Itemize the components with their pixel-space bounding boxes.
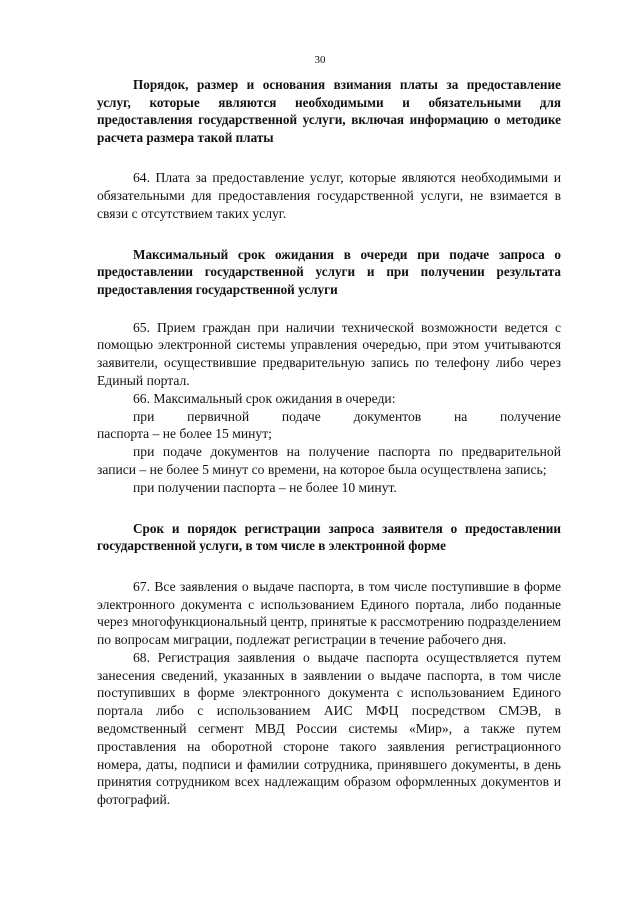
heading-fee: Порядок, размер и основания взимания платы за предоставление услуг, которые являются необходимыми и обязательными для предоставления государственной услуги, включая информацию о методике расчета размера такой платы [97,77,561,145]
item1-word: подаче [281,408,321,424]
heading-registration: Срок и порядок регистрации запроса заявителя о предоставлении государственной услуги, в том числе в электронной форме [97,520,561,554]
paragraph-66-item3: при получении паспорта – не более 10 минут. [133,479,397,495]
heading-queue: Максимальный срок ожидания в очереди при подаче запроса о предоставлении государственной услуги и при получении результата предоставления государственной услуги [97,246,561,297]
paragraph-66-item1-line [97,408,561,426]
paragraph-66-intro: 66. Максимальный срок ожидания в очереди: [133,390,396,406]
page-number: 30 [314,54,326,66]
item1-word: первичной [187,408,250,424]
paragraph-66-item2: при подаче документов на получение паспорта по предварительной записи – не более 5 минут со времени, на которое была осуществлена запись; [97,444,561,477]
page-content [97,76,561,809]
paragraph-66-item1-cont: паспорта – не более 15 минут; [97,426,272,442]
paragraph-67: 67. Все заявления о выдаче паспорта, в том числе поступившие в форме электронного документа с использованием Единого портала, либо поданные через многофункциональный центр, принятые к рассмотрению подразделением по вопросам миграции, подлежат регистрации в течение рабочего дня. [97,578,561,648]
item1-word: документов [353,408,422,424]
paragraph-65: 65. Прием граждан при наличии технической возможности ведется с помощью электронной системы управления очередью, при этом учитываются заявители, осуществившие предварительную запись по телефону либо через Единый портал. [97,319,561,388]
item1-word: при [133,408,155,424]
paragraph-64: 64. Плата за предоставление услуг, которые являются необходимыми и обязательными для предоставления государственной услуги, не взимается в связи с отсутствием таких услуг. [97,170,561,221]
item1-word: получение [500,408,561,424]
paragraph-68: 68. Регистрация заявления о выдаче паспорта осуществляется путем занесения сведений, указанных в заявлении о выдаче паспорта, в том числе поступивших в форме электронного документа с использованием Единого портала либо с использованием АИС МФЦ посредством СМЭВ, в ведомственный сегмент МВД России системы «Мир», а также путем проставления на оборотной стороне такого заявления регистрационного номера, даты, подписи и фамилии сотрудника, принявшего документы, в день принятия сотрудником всех надлежащим образом оформленных документов и фотографий. [97,649,561,808]
item1-word: на [453,408,468,424]
